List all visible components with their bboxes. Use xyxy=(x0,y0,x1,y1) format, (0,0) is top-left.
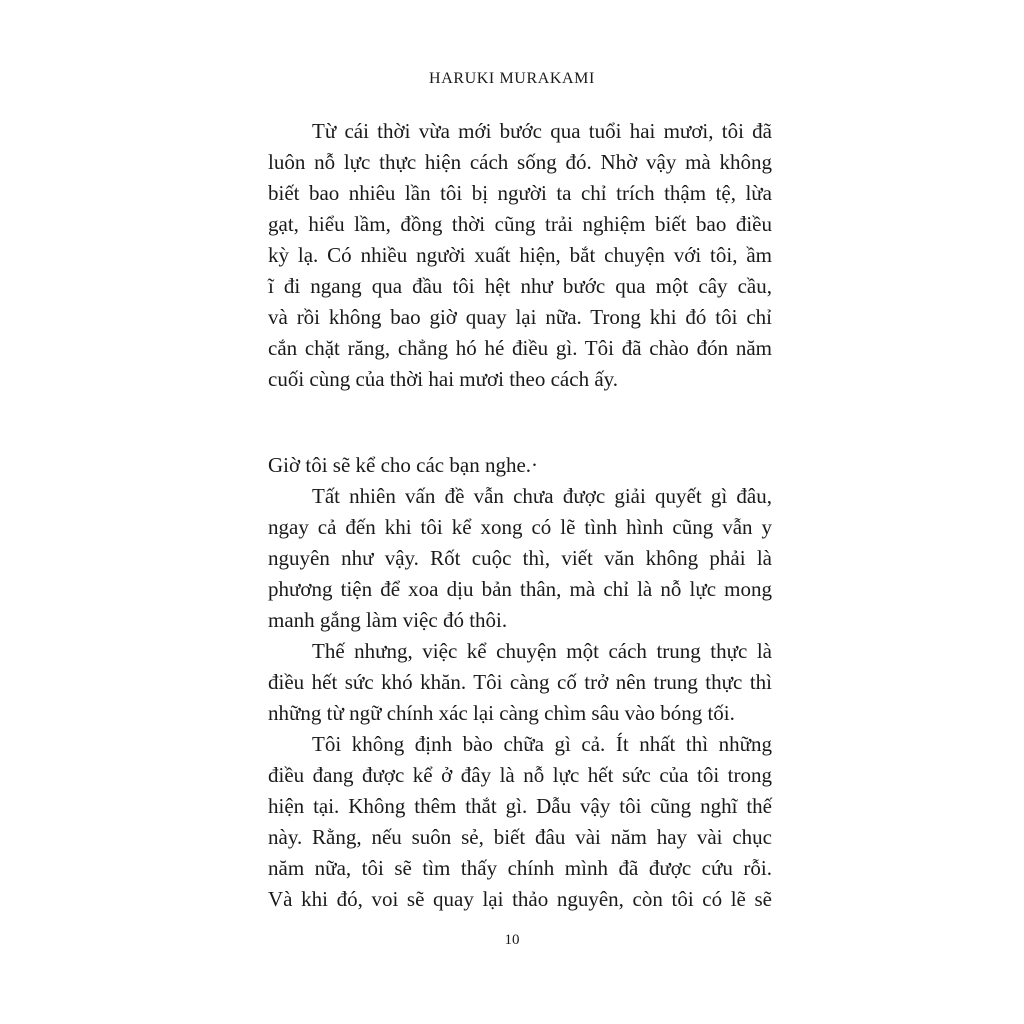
text-line: những từ ngữ chính xác lại càng chìm sâu vào bóng tối. xyxy=(268,701,735,725)
page-number: 10 xyxy=(504,932,520,948)
text-line: gạt, hiểu lầm, đồng thời cũng trải nghiệm biết bao điều xyxy=(268,212,772,236)
text-line: Thế nhưng, việc kể chuyện một cách trung thực là xyxy=(312,639,772,663)
paragraph-2 xyxy=(268,450,772,481)
paragraph-1 xyxy=(268,116,772,395)
text-line: kỳ lạ. Có nhiều người xuất hiện, bắt chuyện với tôi, ầm xyxy=(268,243,772,267)
text-line: này. Rằng, nếu suôn sẻ, biết đâu vài năm hay vài chục xyxy=(268,825,772,849)
paragraph-3 xyxy=(268,481,772,636)
text-line: Tôi không định bào chữa gì cả. Ít nhất thì những xyxy=(312,732,772,756)
text-line: Và khi đó, voi sẽ quay lại thảo nguyên, còn tôi có lẽ sẽ xyxy=(268,887,772,911)
text-block-top xyxy=(268,116,772,395)
paragraph-4 xyxy=(268,636,772,729)
text-line: luôn nỗ lực thực hiện cách sống đó. Nhờ vậy mà không xyxy=(268,150,772,174)
text-line: và rồi không bao giờ quay lại nữa. Trong khi đó tôi chỉ xyxy=(268,305,772,329)
running-head-author: HARUKI MURAKAMI xyxy=(429,70,595,87)
text-line: ĩ đi ngang qua đầu tôi hệt như bước qua một cây cầu, xyxy=(268,274,772,298)
text-line: Từ cái thời vừa mới bước qua tuổi hai mươi, tôi đã xyxy=(312,119,772,143)
text-line: cuối cùng của thời hai mươi theo cách ấy. xyxy=(268,367,619,391)
text-line: năm nữa, tôi sẽ tìm thấy chính mình đã được cứu rỗi. xyxy=(268,856,772,880)
text-line: hiện tại. Không thêm thắt gì. Dẫu vậy tôi cũng nghĩ thế xyxy=(268,794,772,818)
text-line: ngay cả đến khi tôi kể xong có lẽ tình hình cũng vẫn y xyxy=(268,515,772,539)
text-line: điều đang được kể ở đây là nỗ lực hết sức của tôi trong xyxy=(268,763,772,787)
text-block-bottom xyxy=(268,450,772,915)
text-line: cắn chặt răng, chẳng hó hé điều gì. Tôi đã chào đón năm xyxy=(268,336,772,360)
text-line: phương tiện để xoa dịu bản thân, mà chỉ là nỗ lực mong xyxy=(268,577,772,601)
text-line: manh gắng làm việc đó thôi. xyxy=(268,608,508,632)
text-line: Giờ tôi sẽ kể cho các bạn nghe.· xyxy=(268,453,539,477)
text-line: điều hết sức khó khăn. Tôi càng cố trở nên trung thực thì xyxy=(268,670,772,694)
paragraph-5 xyxy=(268,729,772,915)
text-line: Tất nhiên vấn đề vẫn chưa được giải quyết gì đâu, xyxy=(312,484,772,508)
text-line: biết bao nhiêu lần tôi bị người ta chỉ trích thậm tệ, lừa xyxy=(268,181,772,205)
text-line: nguyên như vậy. Rốt cuộc thì, viết văn không phải là xyxy=(268,546,772,570)
